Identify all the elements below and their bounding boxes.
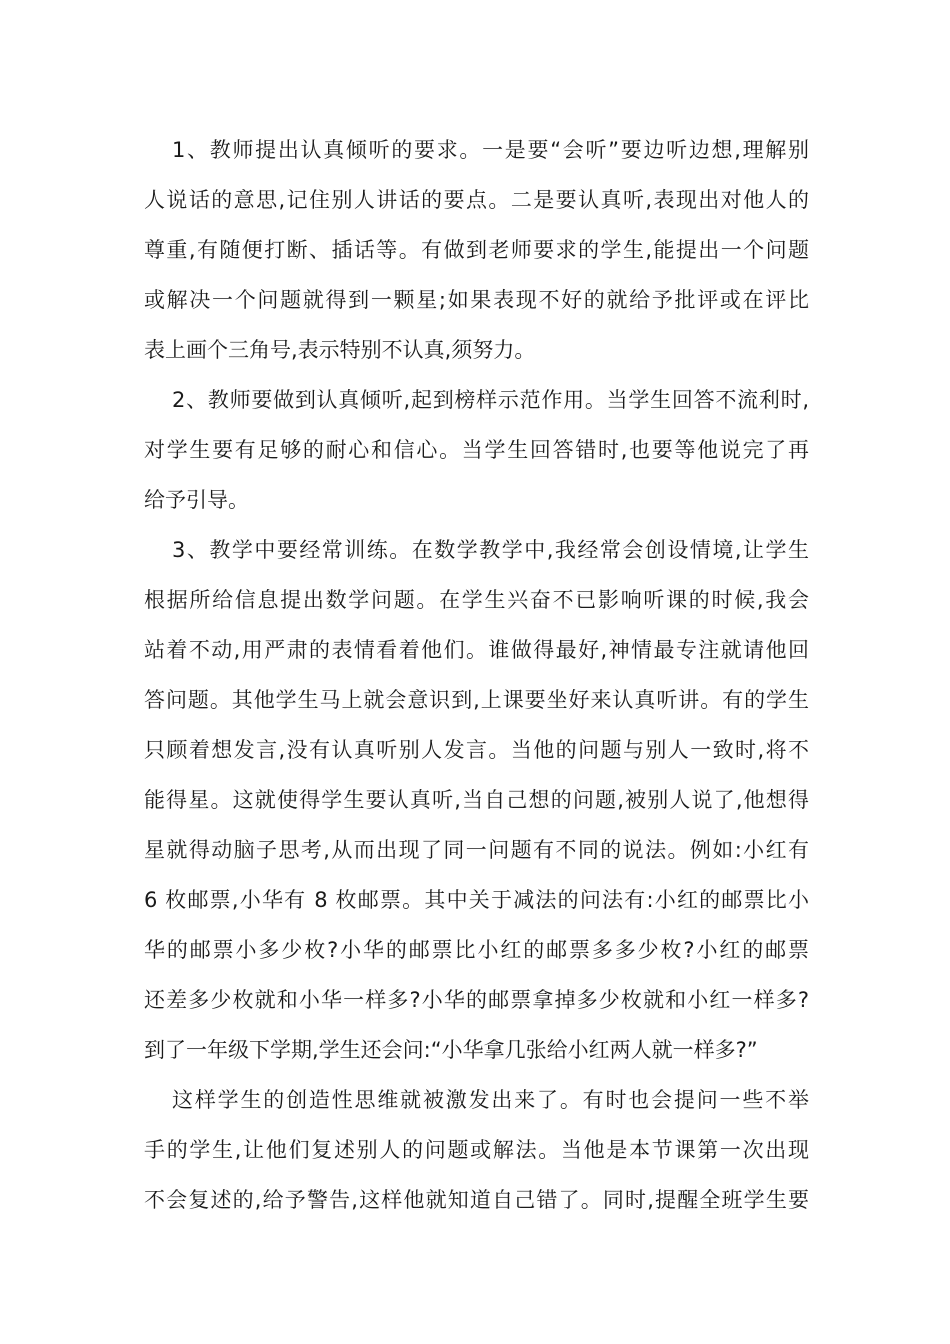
text-line: 2、教师要做到认真倾听,起到榜样示范作用。当学生回答不流利时, — [172, 388, 809, 412]
text-line: 给予引导。 — [144, 488, 249, 512]
paragraph-2 — [144, 375, 809, 525]
text-line: 到了一年级下学期,学生还会问:“小华拿几张给小红两人就一样多?” — [144, 1038, 758, 1062]
text-line: 星就得动脑子思考,从而出现了同一问题有不同的说法。例如:小红有 — [144, 838, 809, 862]
text-line: 还差多少枚就和小华一样多?小华的邮票拿掉多少枚就和小红一样多? — [144, 988, 809, 1012]
text-line: 站着不动,用严肃的表情看着他们。谁做得最好,神情最专注就请他回 — [144, 638, 809, 662]
text-line: 或解决一个问题就得到一颗星;如果表现不好的就给予批评或在评比 — [144, 288, 809, 312]
text-line: 3、教学中要经常训练。在数学教学中,我经常会创设情境,让学生 — [172, 538, 809, 562]
text-line: 这样学生的创造性思维就被激发出来了。有时也会提问一些不举 — [172, 1088, 809, 1112]
text-line: 只顾着想发言,没有认真听别人发言。当他的问题与别人一致时,将不 — [144, 738, 809, 762]
document-body — [144, 125, 809, 1225]
text-line: 根据所给信息提出数学问题。在学生兴奋不已影响听课的时候,我会 — [144, 588, 809, 612]
paragraph-3 — [144, 525, 809, 1075]
text-line: 表上画个三角号,表示特别不认真,须努力。 — [144, 338, 536, 362]
text-line: 答问题。其他学生马上就会意识到,上课要坐好来认真听讲。有的学生 — [144, 688, 809, 712]
text-line: 能得星。这就使得学生要认真听,当自己想的问题,被别人说了,他想得 — [144, 788, 809, 812]
text-line: 手的学生,让他们复述别人的问题或解法。当他是本节课第一次出现 — [144, 1138, 809, 1162]
text-line: 对学生要有足够的耐心和信心。当学生回答错时,也要等他说完了再 — [144, 438, 809, 462]
paragraph-1 — [144, 125, 809, 375]
text-line: 人说话的意思,记住别人讲话的要点。二是要认真听,表现出对他人的 — [144, 188, 809, 212]
text-line: 1、教师提出认真倾听的要求。一是要“会听”要边听边想,理解别 — [172, 138, 809, 162]
paragraph-4 — [144, 1075, 809, 1225]
text-line: 尊重,有随便打断、插话等。有做到老师要求的学生,能提出一个问题 — [144, 238, 809, 262]
text-line: 华的邮票小多少枚?小华的邮票比小红的邮票多多少枚?小红的邮票 — [144, 938, 809, 962]
text-line: 不会复述的,给予警告,这样他就知道自己错了。同时,提醒全班学生要 — [144, 1188, 809, 1212]
text-line: 6 枚邮票,小华有 8 枚邮票。其中关于减法的问法有:小红的邮票比小 — [144, 888, 809, 912]
